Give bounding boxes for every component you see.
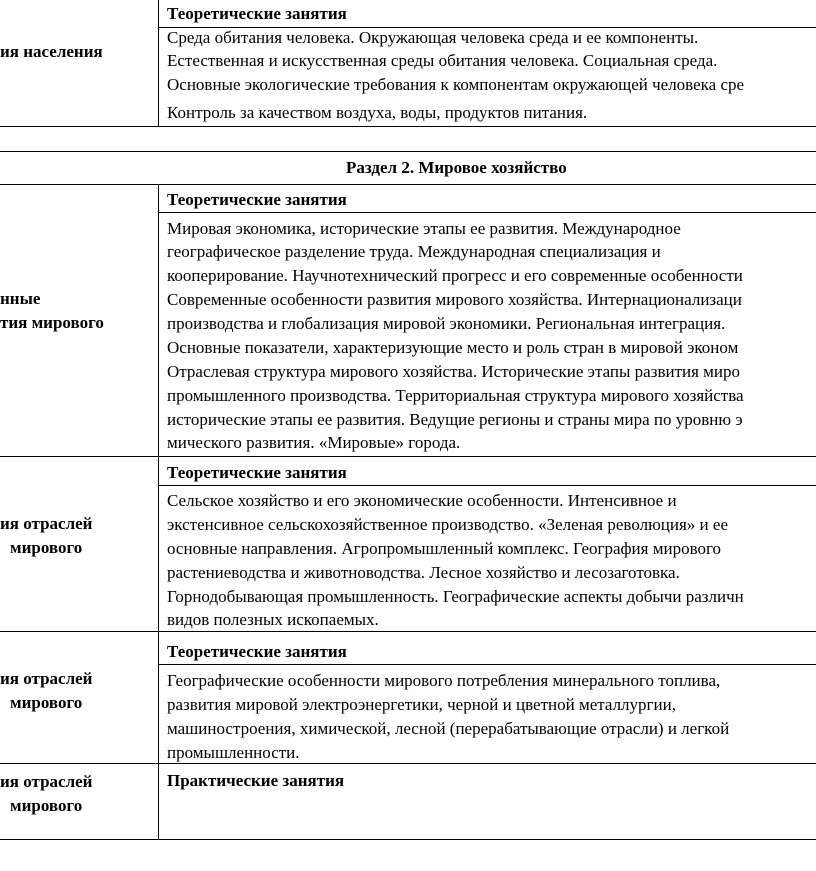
text-line: растениеводства и животноводства. Лесное хозяйство и лесозаготовка. [167, 563, 680, 582]
text-line: видов полезных ископаемых. [167, 610, 379, 629]
rule [0, 456, 816, 457]
rule [158, 485, 816, 486]
rule [0, 839, 816, 840]
cell-header: Практические занятия [167, 771, 345, 790]
rule [158, 631, 159, 764]
row-label: мирового [10, 796, 83, 815]
text-line: основные направления. Агропромышленный комплекс. География мирового [167, 539, 722, 558]
text-line: Контроль за качеством воздуха, воды, продуктов питания. [167, 103, 588, 122]
text-line: Мировая экономика, исторические этапы ее развития. Международное [167, 219, 681, 238]
row-label: нные [0, 289, 41, 308]
text-line: развития мировой электроэнергетики, черной и цветной металлургии, [167, 695, 676, 714]
text-line: Естественная и искусственная среды обитания человека. Социальная среда. [167, 51, 718, 70]
row-label: ия населения [0, 42, 103, 61]
rule [0, 151, 816, 152]
cell-header: Теоретические занятия [167, 642, 347, 661]
row-label: ия отраслей [0, 772, 93, 791]
text-line: промышленности. [167, 743, 300, 762]
row-label: тия мирового [0, 313, 104, 332]
rule [158, 0, 159, 127]
rule [158, 184, 159, 457]
row-label: ия отраслей [0, 669, 93, 688]
rule [158, 456, 159, 632]
row-label: ия отраслей [0, 514, 93, 533]
text-line: Отраслевая структура мирового хозяйства. Исторические этапы развития миро [167, 362, 741, 381]
rule [0, 763, 816, 764]
text-line: Сельское хозяйство и его экономические особенности. Интенсивное и [167, 491, 677, 510]
text-line: производства и глобализация мировой экономики. Региональная интеграция. [167, 314, 726, 333]
text-line: Современные особенности развития мирового хозяйства. Интернационализаци [167, 290, 742, 309]
rule [0, 184, 816, 185]
text-line: промышленного производства. Территориальная структура мирового хозяйства [167, 386, 744, 405]
text-line: кооперирование. Научнотехнический прогресс и его современные особенности [167, 266, 743, 285]
rule [158, 763, 159, 840]
text-line: Основные экологические требования к компонентам окружающей человека сре [167, 75, 745, 94]
cell-header: Теоретические занятия [167, 4, 347, 23]
rule [158, 212, 816, 213]
section-title: Раздел 2. Мировое хозяйство [346, 158, 567, 177]
text-line: географическое разделение труда. Международная специализация и [167, 242, 661, 261]
row-label: мирового [10, 693, 83, 712]
text-line: Географические особенности мирового потребления минерального топлива, [167, 671, 721, 690]
text-line: Среда обитания человека. Окружающая человека среда и ее компоненты. [167, 28, 699, 47]
rule [0, 126, 816, 127]
rule [0, 631, 816, 632]
text-line: мического развития. «Мировые» города. [167, 433, 461, 452]
cell-header: Теоретические занятия [167, 190, 347, 209]
text-line: экстенсивное сельскохозяйственное производство. «Зеленая революция» и ее [167, 515, 728, 534]
text-line: Горнодобывающая промышленность. Географические аспекты добычи различн [167, 587, 744, 606]
rule [158, 664, 816, 665]
cell-header: Теоретические занятия [167, 463, 347, 482]
text-line: исторические этапы ее развития. Ведущие регионы и страны мира по уровню э [167, 410, 743, 429]
text-line: машиностроения, химической, лесной (перерабатывающие отрасли) и легкой [167, 719, 730, 738]
text-line: Основные показатели, характеризующие место и роль стран в мировой эконом [167, 338, 739, 357]
row-label: мирового [10, 538, 83, 557]
